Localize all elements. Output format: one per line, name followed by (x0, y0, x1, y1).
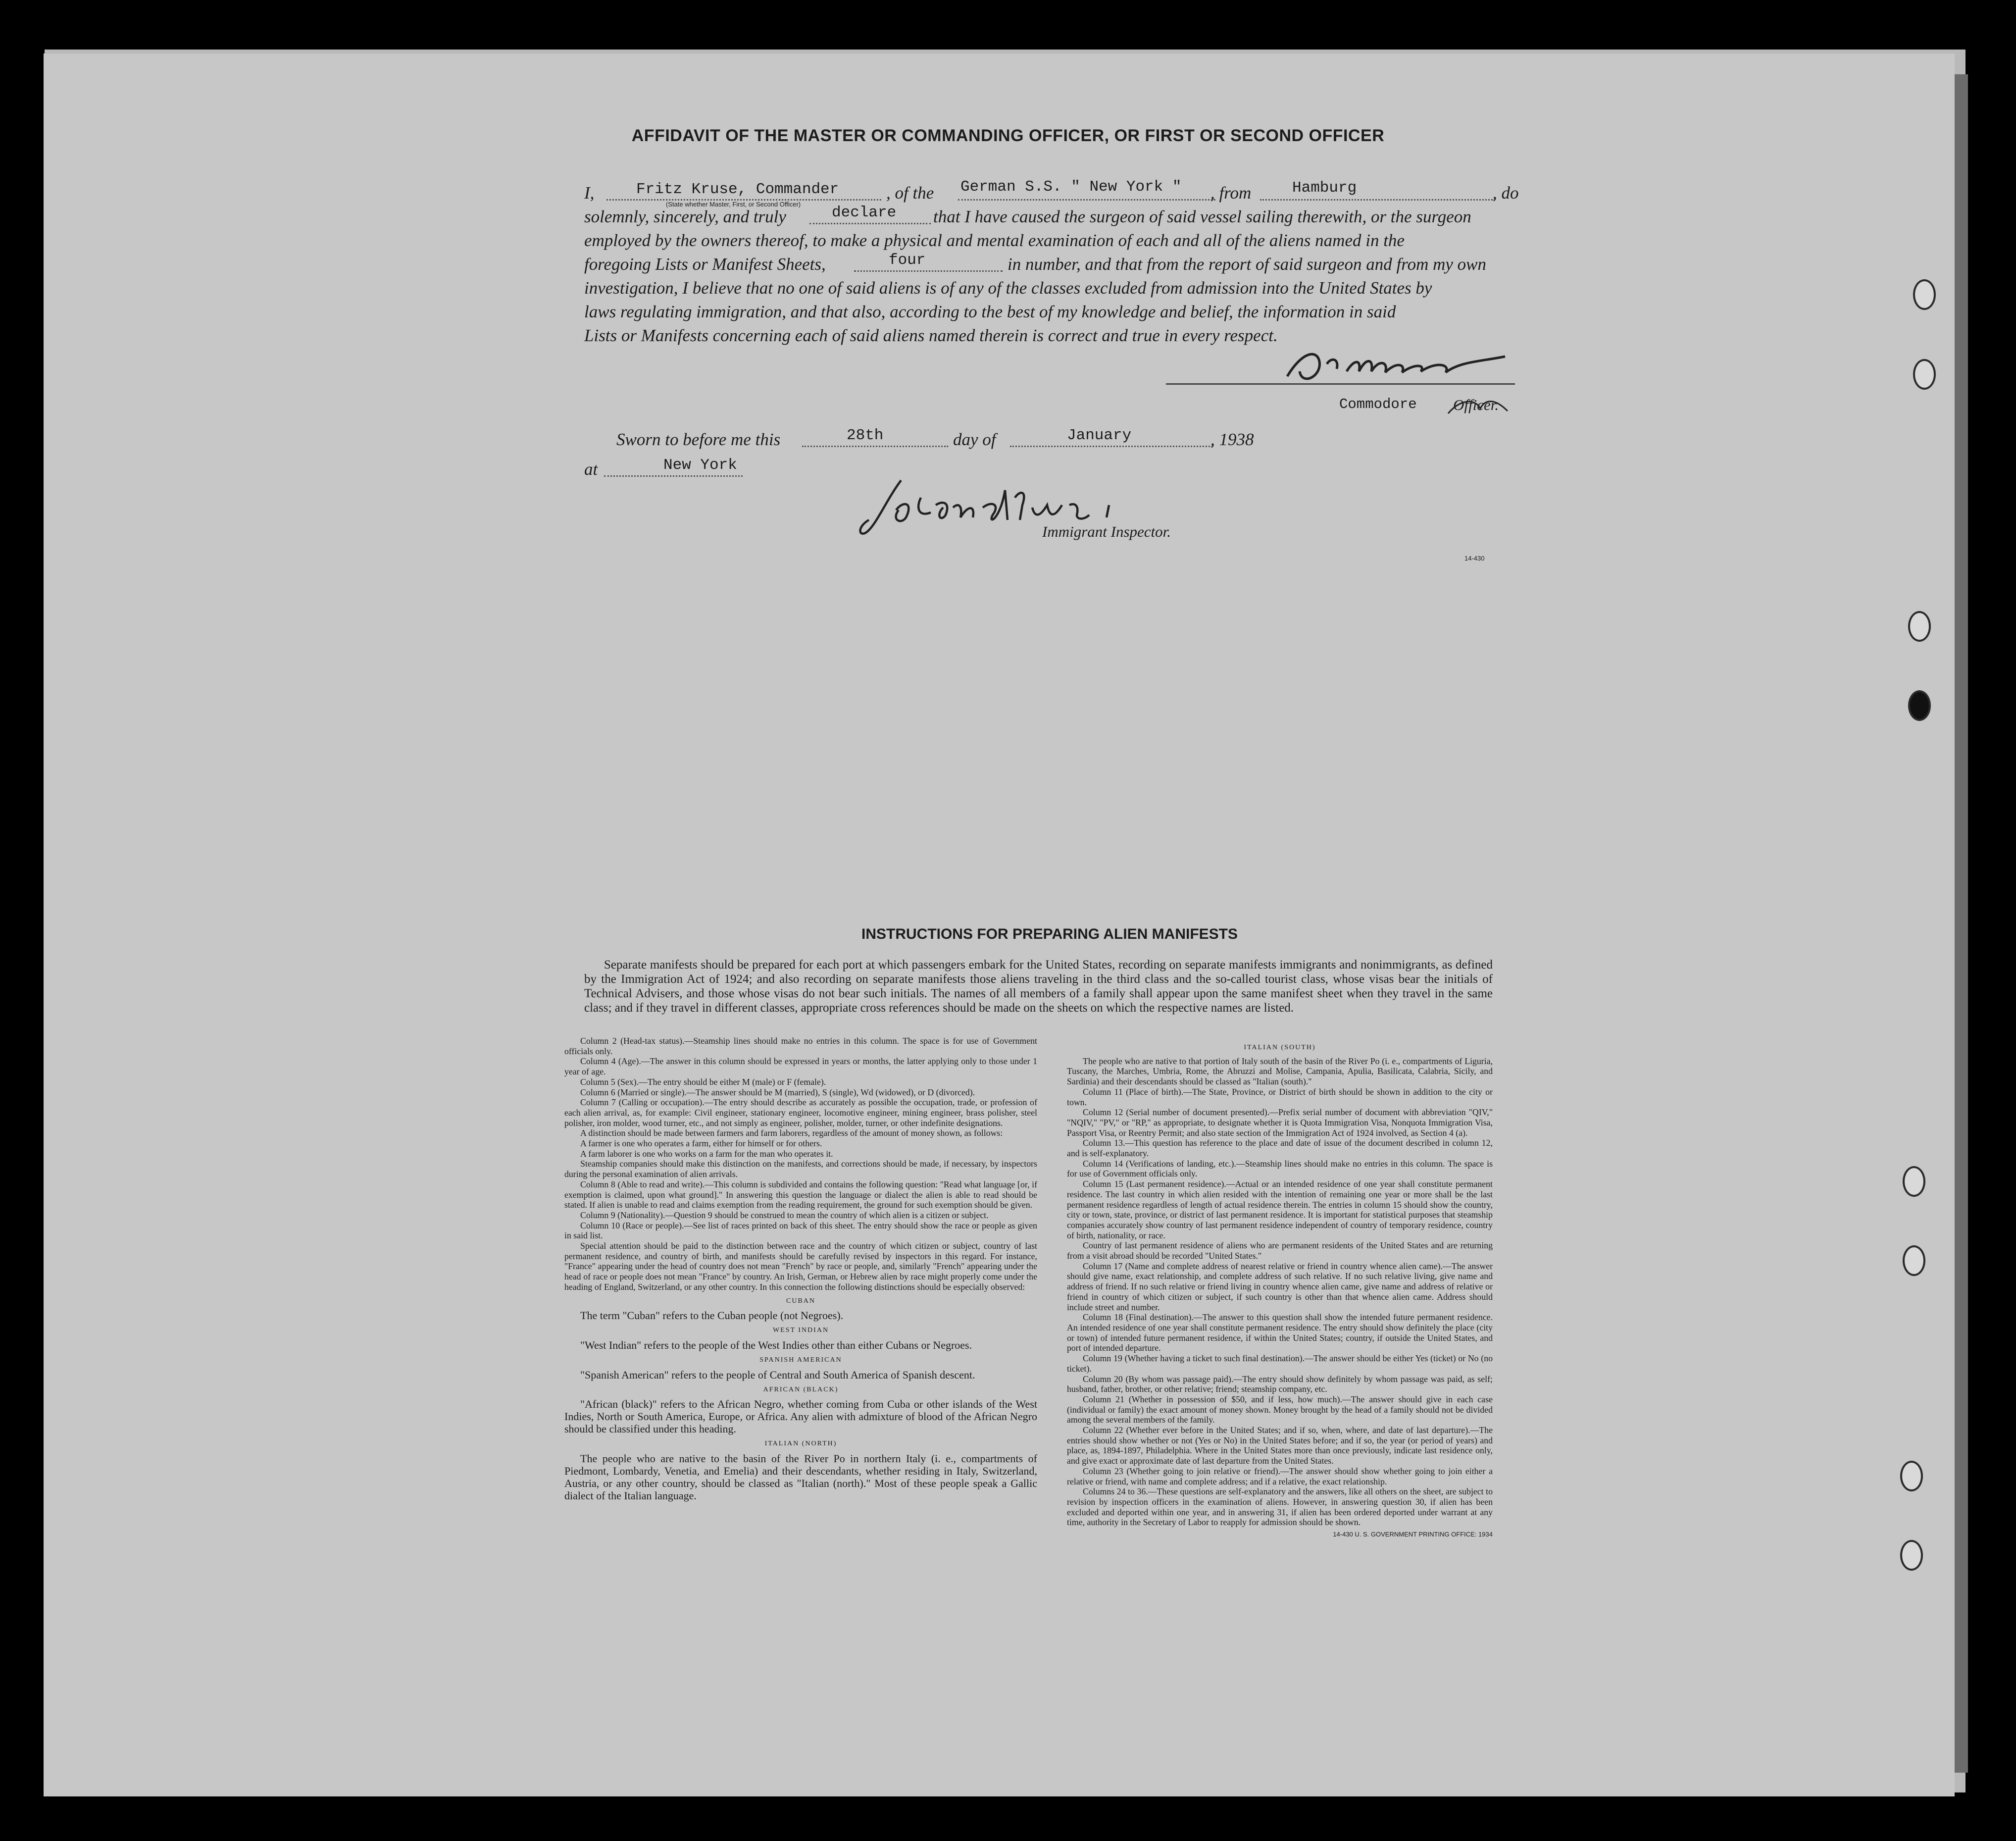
section-heading-italian-south: ITALIAN (SOUTH) (1244, 1044, 1316, 1051)
text-solemnly: solemnly, sincerely, and truly (584, 207, 786, 226)
instruction-paragraph: A farmer is one who operates a farm, either for himself or for others. (580, 1138, 822, 1149)
text-do: , do (1493, 183, 1519, 203)
instruction-paragraph: Column 18 (Final destination).—The answer to this question shall show the intended future permanent residence. An intended residence of one year shall constitute permanent residence. The entry should show definitely the place (city or town) of intended future permanent residence, if within the United States; country, if outside the United States, and port of intended departure. (1067, 1312, 1493, 1353)
binder-hole-icon (1900, 1540, 1923, 1571)
year (1210, 430, 1254, 450)
instruction-paragraph: A farm laborer is one who works on a farm for the man who operates it. (580, 1148, 833, 1159)
officer-hint: (State whether Master, First, or Second Officer) (666, 201, 801, 208)
section-heading-italian-north: ITALIAN (NORTH) (764, 1440, 837, 1448)
instruction-paragraph: Column 21 (Whether in possession of $50, and if less, how much).—The answer should give in each case (individual or family) the exact amount of money shown. Money brought by the head of a family should not be divided among the several members of the family. (1067, 1394, 1493, 1425)
section-heading-spanish-american: SPANISH AMERICAN (759, 1356, 842, 1364)
instruction-paragraph: A distinction should be made between farmers and farm laborers, regardless of the amount of money shown, as follows: (580, 1128, 1003, 1138)
declare-blank (809, 223, 931, 224)
affidavit-form-number: 14-430 (1464, 555, 1485, 562)
sheet-count-blank (854, 270, 1003, 272)
text-day-of: day of (953, 430, 996, 449)
instructions-right-column (1067, 1039, 1493, 1540)
vessel-blank (958, 199, 1215, 201)
binder-hole-icon (1903, 1166, 1925, 1197)
vessel-name: German S.S. " New York " (960, 178, 1182, 196)
definition-african: "African (black)" refers to the African Negro, whether coming from Cuba or other islands of the West Indies, North or South America, Europe, or Africa. Any alien with admixture of blood of the African Negro should be classified under this heading. (564, 1398, 1037, 1435)
sworn-place: New York (663, 457, 737, 474)
inspector-title: Immigrant Inspector. (1042, 523, 1171, 540)
sworn-month: January (1067, 427, 1132, 444)
sworn-day: 28th (847, 427, 884, 444)
officer-word: Officer. (1453, 396, 1499, 413)
affidavit-line-3: employed by the owners thereof, to make a physical and mental examination of each and all of the aliens named in the (584, 231, 1405, 250)
affidavit-title: AFFIDAVIT OF THE MASTER OR COMMANDING OFFICER, OR FIRST OR SECOND OFFICER (631, 126, 1385, 145)
definition-west-indian: "West Indian" refers to the people of the West Indies other than either Cubans or Negroes. (580, 1338, 972, 1351)
printing-office-footer: 14-430 U. S. GOVERNMENT PRINTING OFFICE: 1934 (1333, 1531, 1493, 1538)
master-signature-line (1166, 383, 1515, 385)
day-blank (802, 446, 948, 447)
place-blank (604, 475, 743, 477)
month-blank (1010, 446, 1213, 447)
instruction-paragraph: Special attention should be paid to the distinction between race and the country of which citizen or subject, country of last permanent residence, and country of birth, and manifests should be carefully revised by inspectors in this regard. For instance, "France" appearing under the head of country does not mean "French" by race or people, and, similarly "French" appearing under the head of race or people does not mean "France" by country. An Irish, German, or Hebrew alien by race might properly come under the heading of England, Switzerland, or any other country. In this connection the following distinctions should be especially observed: (564, 1241, 1037, 1292)
instruction-paragraph: Column 22 (Whether ever before in the United States; and if so, when, where, and date of last departure).—The entries should show whether or not (Yes or No) in the United States before; and if so, the year (or period of years) and place, as, 1894-1897, Philadelphia. Where in the United States more than once previously, indicate last residence only, and give exact or approximate date of last departure from the United States. (1067, 1425, 1493, 1466)
definition-cuban: The term "Cuban" refers to the Cuban people (not Negroes). (580, 1309, 844, 1322)
section-heading-cuban: CUBAN (786, 1297, 815, 1305)
instruction-paragraph: Column 20 (By whom was passage paid).—The entry should show definitely by whom passage was paid, as self; husband, father, brother, or other relative; friend; steamship company, etc. (1067, 1374, 1493, 1394)
page-edge-outer (1953, 74, 1968, 1773)
instruction-paragraph: Column 19 (Whether having a ticket to such final destination).—The answer should be either Yes (ticket) or No (no ticket). (1067, 1353, 1493, 1374)
binder-hole-icon (1913, 359, 1936, 390)
instruction-paragraph: Column 5 (Sex).—The entry should be either M (male) or F (female). (580, 1076, 826, 1087)
sheet-count: four (889, 252, 926, 269)
affidavit-line-4 (584, 255, 826, 274)
year-prefix: , 19 (1210, 430, 1237, 449)
text-line2-rest: that I have caused the surgeon of said vessel sailing therewith, or the surgeon (933, 207, 1471, 226)
instruction-paragraph: Columns 24 to 36.—These questions are self-explanatory and the answers, like all others on the sheet, are subject to revision by inspection officers in the examination of aliens. However, in answering question 30, if alien has been excluded and deported within one year, and in answering 31, if alien has been ordered deported under warrant at any time, authority in the Secretary of Labor to reapply for admission should be shown. (1067, 1486, 1493, 1528)
text-foregoing: foregoing Lists or Manifest Sheets, (584, 255, 826, 274)
instruction-paragraph: Steamship companies should make this distinction on the manifests, and corrections should be made, if necessary, by inspectors during the personal examination of alien arrivals. (564, 1159, 1037, 1179)
instructions-title: INSTRUCTIONS FOR PREPARING ALIEN MANIFESTS (861, 926, 1238, 942)
binder-hole-icon (1903, 1245, 1925, 1276)
port-blank (1260, 199, 1495, 201)
instruction-paragraph: Column 23 (Whether going to join relative or friend).—The answer should show whether going to join either a relative or friend, with name and complete address; and if a relative, the exact relationship. (1067, 1466, 1493, 1486)
year-suffix: 38 (1236, 430, 1254, 449)
instruction-paragraph: Column 15 (Last permanent residence).—Actual or an intended residence of one year shall constitute permanent residence. The last country in which alien resided with the intention of remaining one year or more shall be the last permanent residence regardless of length of actual residence therein. The entries in column 15 should show the country, city or town, state, province, or district of last permanent residence. It is important for statistical purposes that steamship companies accurately show country of last permanent residence independent of country of temporary residence, country of birth, nationality, or race. (1067, 1179, 1493, 1240)
binder-hole-icon (1908, 690, 1931, 721)
text-from: , from (1210, 183, 1252, 203)
instructions-left-column (564, 1036, 1037, 1502)
officer-rank: Commodore (1339, 396, 1417, 412)
text-in-number: in number, and that from the report of said surgeon and from my own (1008, 255, 1487, 274)
departure-port: Hamburg (1292, 179, 1357, 197)
instruction-paragraph: Column 12 (Serial number of document presented).—Prefix serial number of document with abbreviation "QIV," "NQIV," "PV," or "RP," as appropriate, to designate whether it is Quota Immigration Visa, Nonquota Immigration Visa, Passport Visa, or Reentry Permit; and also state section of the Immigration Act of 1924 involved, as Section 4 (a). (1067, 1107, 1493, 1138)
affidavit-line-7: Lists or Manifests concerning each of said aliens named therein is correct and true in every respect. (584, 326, 1278, 345)
officer-strikeout-scribble (1446, 396, 1510, 418)
section-heading-african: AFRICAN (BLACK) (763, 1385, 839, 1393)
instruction-paragraph: Column 11 (Place of birth).—The State, Province, or District of birth should be shown in addition to the city or town. (1067, 1086, 1493, 1107)
text-sworn: Sworn to before me this (616, 430, 781, 449)
text-of-the: , of the (886, 183, 934, 203)
master-signature-image (1272, 342, 1520, 396)
instruction-paragraph: Column 4 (Age).—The answer in this column should be expressed in years or months, the latter applying only to those under 1 year of age. (564, 1056, 1037, 1077)
instruction-paragraph: Country of last permanent residence of aliens who are permanent residents of the United States and are returning from a visit abroad should be recorded "United States." (1067, 1240, 1493, 1261)
definition-italian-north: The people who are native to the basin of the River Po in northern Italy (i. e., compartments of Piedmont, Lombardy, Venetia, and Emelia) and their descendants, whether residing in Italy, Switzerland, Austria, or any other country, should be classed as "Italian (north)." Most of these people speak a Gallic dialect of the Italian language. (564, 1452, 1037, 1502)
officer-name: Fritz Kruse, Commander (636, 181, 839, 198)
binder-hole-icon (1913, 279, 1936, 310)
text-at: at (584, 460, 598, 479)
instruction-paragraph: Column 6 (Married or single).—The answer should be M (married), S (single), Wd (widowed), or D (divorced). (580, 1087, 975, 1097)
instruction-paragraph: Column 13.—This question has reference to the place and date of issue of the document described in column 12, and is self-explanatory. (1067, 1138, 1493, 1159)
instruction-paragraph: Column 2 (Head-tax status).—Steamship lines should make no entries in this column. The space is for use of Government officials only. (564, 1036, 1037, 1056)
instruction-paragraph: The people who are native to that portion of Italy south of the basin of the River Po (i. e., compartments of Liguria, Tuscany, the Marches, Umbria, Rome, the Abruzzi and Molise, Campania, Apulia, Basilicata, Calabria, Sicily, and Sardinia) and their descendants should be classed as "Italian (south)." (1067, 1056, 1493, 1087)
instructions-intro: Separate manifests should be prepared for each port at which passengers embark for the United States, recording on separate manifests immigrants and nonimmigrants, as defined by the Immigration Act of 1924; and also recording on separate manifests those aliens traveling in the third class and the so-called tourist class, whose visas bear the initials of Technical Advisers, and those whose visas do not bear such initials. The names of all members of a family shall appear upon the same manifest sheet when they travel in the same class; and if they travel in different classes, appropriate cross references should be made on the sheets on which the respective names are listed. (584, 958, 1493, 1015)
affidavit-line-2 (584, 207, 786, 227)
instruction-paragraph: Column 17 (Name and complete address of nearest relative or friend in country whence alien came).—The answer should give name, exact relationship, and complete address of such relative. If no such relative living, give name and address of friend. If no such relative or friend living in country whence alien came, give name and address of relative or friend in country of which citizen or subject, if such country is other than that whence alien came. Address should include street and number. (1067, 1261, 1493, 1312)
binder-hole-icon (1908, 611, 1931, 642)
declare-word: declare (832, 204, 897, 221)
affidavit-line-6: laws regulating immigration, and that also, according to the best of my knowledge and belief, the information in said (584, 302, 1396, 321)
instruction-paragraph: Column 8 (Able to read and write).—This column is subdivided and contains the following question: "Read what language [or, if exemption is claimed, upon what ground]." In answering this question the language or dialect the alien is able to read should be stated. If alien is unable to read and claims exemption from the reading requirement, the ground for such exemption should be given. (564, 1179, 1037, 1210)
section-heading-west-indian: WEST INDIAN (772, 1327, 829, 1334)
instruction-paragraph: Column 7 (Calling or occupation).—The entry should describe as accurately as possible the occupation, trade, or profession of each alien arrival, as, for example: Civil engineer, stationary engineer, locomotive engineer, mining engineer, brass polisher, steel polisher, iron molder, wood turner, etc., and not simply as engineer, polisher, molder, turner, or other indefinite designations. (564, 1097, 1037, 1128)
affidavit-line-1 (584, 183, 594, 203)
definition-spanish-american: "Spanish American" refers to the people of Central and South America of Spanish descent. (580, 1368, 975, 1381)
instruction-paragraph: Column 10 (Race or people).—See list of races printed on back of this sheet. The entry should show the race or people as given in said list. (564, 1220, 1037, 1241)
binder-hole-icon (1900, 1461, 1923, 1491)
instruction-paragraph: Column 14 (Verifications of landing, etc.).—Steamship lines should make no entries in this column. The space is for use of Government officials only. (1067, 1158, 1493, 1179)
text-i: I, (584, 183, 595, 203)
affidavit-line-5: investigation, I believe that no one of said aliens is of any of the classes excluded from admission into the United States by (584, 278, 1432, 298)
instruction-paragraph: Column 9 (Nationality).—Question 9 should be construed to mean the country of which alien is a citizen or subject. (580, 1210, 989, 1220)
